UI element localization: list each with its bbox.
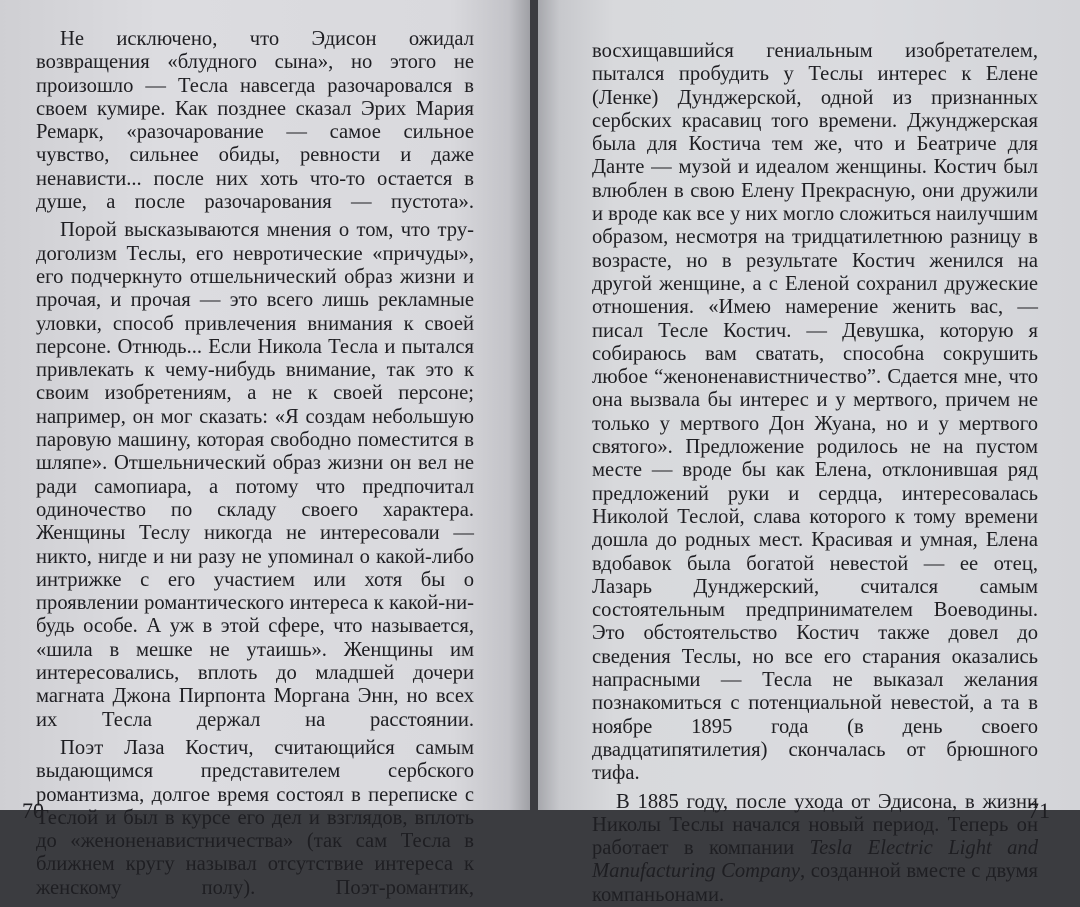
left-page-text (36, 28, 474, 900)
paragraph-text: В 1885 году, после ухода от Эдисона, в жизни Николы Теслы начался новый период. Теперь он работает в компании (592, 790, 1038, 860)
right-page-text (592, 40, 1038, 907)
page-number: 71 (1028, 798, 1050, 823)
paragraph: Не исключено, что Эдисон ожидал возвращения «блудного сына», но этого не произошло — Тесла навсегда разочаровался в своем кумире. Как позднее сказал Эрих Мария Ремарк, «разочарование — самое сильное чувство, сильнее обиды, ревности и даже ненависти... после них хоть что-то остается в душе, а после разочарования — пустота». (36, 28, 474, 214)
paragraph: восхищавшийся гениальным изобретателем, пытался пробудить у Теслы интерес к Елене (Ленке) Дунджерской, одной из признанных сербских красавиц того времени. Джунджерская была для Костича тем же, что и Беатриче для Данте — музой и идеалом женщины. Костич был влюблен в свою Елену Прекрасную, они дружили и вроде как все у них могло сложиться наилучшим образом, несмотря на тридцатилетнюю разницу в возрасте, но в результате Костич женился на другой женщине, а с Еленой сохранил дружеские отношения. «Имею намерение женить вас, — писал Тесле Костич. — Девушка, которую я собираюсь вам сватать, способна сокрушить любое “женоненавистничество”. Сдается мне, что она вызвала бы интерес и у мертвого, причем не только у мертвого Дон Жуана, но и у мертвого святого». Предложение родилось не на пустом месте — вроде бы как Елена, отклонившая ряд предложений руки и сердца, интересовалась Николой Теслой, слава которого к тому времени дошла до родных мест. Красивая и умная, Елена вдобавок была богатой невестой — ее отец, Лазарь Дунджерский, считался самым состоятельным предпринимателем Воеводины. Это обстоятельство Костич также довел до сведения Теслы, но все его старания оказались напрасными — Тесла не выказал желания познакомиться с потенциальной невестой, а та в ноябре 1895 года (в день своего двадцатипятилетия) скончалась от брюшного тифа. (592, 40, 1038, 785)
paragraph: Порой высказываются мнения о том, что трудоголизм Теслы, его невротические «причуды», его подчеркнуто отшельнический образ жизни и прочая, и прочая — это всего лишь рекламные уловки, способ привлечения внимания к своей персоне. Отнюдь... Если Никола Тесла и пытался привлекать к чему-нибудь внимание, так это к своим изобретениям, а не к своей персоне; например, он мог сказать: «Я создам небольшую паровую машину, которая свободно поместится в шляпе». Отшельнический образ жизни он вел не ради самопиара, а потому что предпочитал одиночество по складу своего характера. Женщины Теслу никогда не интересовали — никто, нигде и ни разу не упоминал о какой-либо интрижке с его участием или хотя бы о проявлении романтического интереса к какой-нибудь особе. А уж в этой сфере, что называется, «шила в мешке не утаишь». Женщины им интересовались, вплоть до младшей дочери магната Джона Пирпонта Моргана Энн, но всех их Тесла держал на расстоянии. (36, 219, 474, 731)
right-page (538, 0, 1080, 906)
company-name: Tesla Electric Light and Manufacturing Company (592, 837, 1038, 883)
page-number: 70 (22, 798, 44, 823)
left-page (0, 0, 530, 899)
paragraph-text: , созданной вместе с двумя компаньонами. (592, 860, 1038, 906)
paragraph: Поэт Лаза Костич, считающийся самым выдающимся представителем сербского романтизма, долгое время состоял в переписке с Теслой и был в курсе его дел и взглядов, вплоть до «женоненавистничества» (так сам Тесла в ближнем кругу называл отсутствие интереса к женскому полу). Поэт-романтик, (36, 736, 474, 899)
paragraph (592, 791, 1038, 907)
